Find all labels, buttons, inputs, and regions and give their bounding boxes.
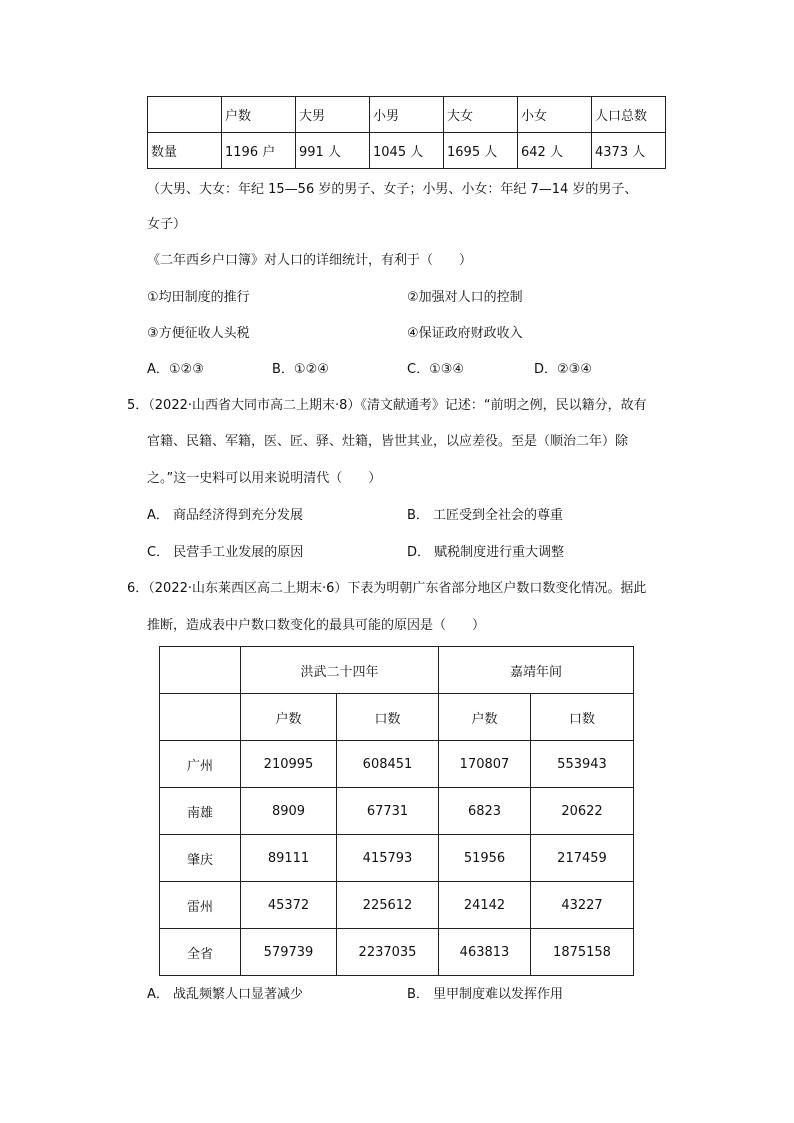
q5-choice-a: A． 商品经济得到充分发展: [147, 508, 304, 523]
q6-choice-a: A． 战乱频繁人口显著减少: [147, 987, 304, 1002]
household-table: [159, 646, 634, 976]
table-note-line-1: （大男、大女：年纪 15—56 岁的男子、女子；小男、小女：年纪 7—14 岁的男子、: [147, 182, 638, 197]
q6-choice-b: B． 里甲制度难以发挥作用: [407, 987, 564, 1002]
question-5-line-1: 5．（2022·山西省大同市高二上期末·8）《清文献通考》记述：“前明之例，民以籍分，故有: [127, 398, 647, 413]
table-cell: 24142: [439, 882, 531, 929]
q5-choice-c: C． 民营手工业发展的原因: [147, 545, 304, 560]
table-cell: 45372: [241, 882, 337, 929]
table-row: [148, 133, 666, 169]
q5-choice-b: B． 工匠受到全社会的尊重: [407, 508, 564, 523]
choice-b: B．①②④: [272, 362, 329, 377]
table-cell: 大女: [444, 97, 518, 133]
table-cell: 小男: [370, 97, 444, 133]
table-cell: 170807: [439, 741, 531, 788]
statement-3: ③方便征收人头税: [147, 326, 250, 341]
choice-c: C．①③④: [407, 362, 465, 377]
table-cell: 2237035: [337, 929, 439, 976]
column-header: 口数: [531, 694, 634, 741]
table-cell: 小女: [518, 97, 592, 133]
region-cell: 肇庆: [160, 835, 241, 882]
table-header-row: [160, 647, 634, 694]
q5-choice-d: D． 赋税制度进行重大调整: [407, 545, 565, 560]
table-cell: 8909: [241, 788, 337, 835]
column-header: 口数: [337, 694, 439, 741]
table-cell: 大男: [296, 97, 370, 133]
region-cell: 广州: [160, 741, 241, 788]
table-header-row: [148, 97, 666, 133]
period-header: 洪武二十四年: [241, 647, 439, 694]
table-cell: 89111: [241, 835, 337, 882]
table-cell: 数量: [148, 133, 222, 169]
region-cell: 南雄: [160, 788, 241, 835]
table-note-line-2: 女子）: [147, 217, 187, 232]
table-cell: 553943: [531, 741, 634, 788]
table-cell: 1196 户: [222, 133, 296, 169]
choice-d: D．②③④: [534, 362, 592, 377]
region-cell: 雷州: [160, 882, 241, 929]
table-cell: [148, 97, 222, 133]
table-cell: 1045 人: [370, 133, 444, 169]
table-row: [160, 882, 634, 929]
question-5-line-3: 之。”这一史料可以用来说明清代（ ）: [147, 471, 382, 486]
question-5-line-2: 官籍、民籍、军籍，医、匠、驿、灶籍，皆世其业，以应差役。至是（顺治二年）除: [147, 434, 629, 449]
table-cell: 463813: [439, 929, 531, 976]
table-row: [160, 788, 634, 835]
table-cell: 20622: [531, 788, 634, 835]
table-row: [160, 929, 634, 976]
table-cell: [160, 694, 241, 741]
table-cell: 579739: [241, 929, 337, 976]
population-table: [147, 96, 666, 169]
table-cell: 51956: [439, 835, 531, 882]
table-cell: 217459: [531, 835, 634, 882]
table-row: [160, 835, 634, 882]
question-6-line-2: 推断，造成表中户数口数变化的最具可能的原因是（ ）: [147, 618, 486, 633]
table-cell: 608451: [337, 741, 439, 788]
table-cell: 642 人: [518, 133, 592, 169]
period-header: 嘉靖年间: [439, 647, 634, 694]
table-cell: 210995: [241, 741, 337, 788]
statement-4: ④保证政府财政收入: [407, 326, 523, 341]
table-cell: 1695 人: [444, 133, 518, 169]
table-row: [160, 741, 634, 788]
column-header: 户数: [439, 694, 531, 741]
statement-1: ①均田制度的推行: [147, 290, 250, 305]
table-cell: [160, 647, 241, 694]
question-6-line-1: 6．（2022·山东莱西区高二上期末·6）下表为明朝广东省部分地区户数口数变化情况。据此: [127, 581, 647, 596]
table-cell: 6823: [439, 788, 531, 835]
table-cell: 67731: [337, 788, 439, 835]
question-4-stem: 《二年西乡户口簿》对人口的详细统计，有利于（ ）: [147, 253, 473, 268]
table-cell: 1875158: [531, 929, 634, 976]
table-cell: 415793: [337, 835, 439, 882]
table-subheader-row: [160, 694, 634, 741]
table-cell: 4373 人: [592, 133, 666, 169]
table-cell: 991 人: [296, 133, 370, 169]
column-header: 户数: [241, 694, 337, 741]
table-cell: 43227: [531, 882, 634, 929]
statement-2: ②加强对人口的控制: [407, 290, 523, 305]
region-cell: 全省: [160, 929, 241, 976]
table-cell: 人口总数: [592, 97, 666, 133]
choice-a: A．①②③: [147, 362, 204, 377]
table-cell: 户数: [222, 97, 296, 133]
table-cell: 225612: [337, 882, 439, 929]
